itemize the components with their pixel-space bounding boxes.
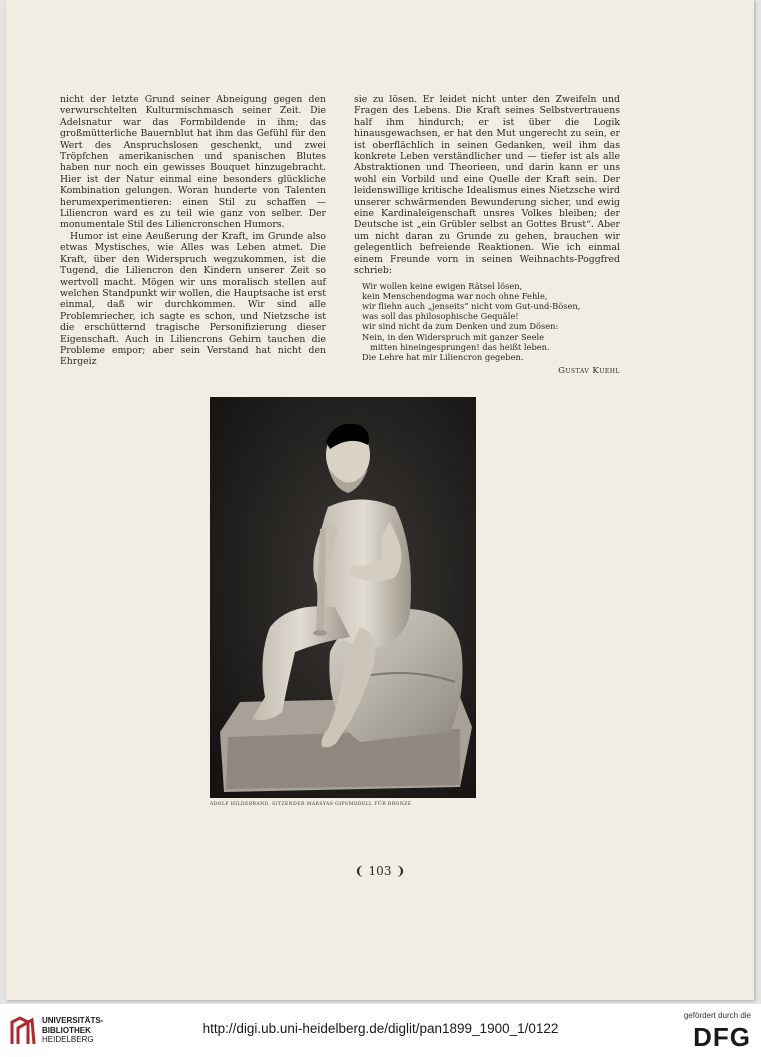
text-column-right	[354, 94, 620, 378]
poem-line: Nein, in den Widerspruch mit ganzer Seele	[362, 331, 545, 342]
paragraph: nicht der letzte Grund seiner Abneigung gegen den verwurschtelten Kulturmischmasch seiner Zeit. Die Adelsnatur war das Formbildende in ihm; das großmütterliche Bauernblut hat ihm das Gefühl für den Wert des Anspruchslosen geschenkt, und zwei Tröpfchen amerikanischen und spanischen Blutes haben nur noch ein gewisses Bouquet hinzugebracht. Hier ist der Natur einmal eine besonders glückliche Kombination gelungen. Woran hunderte von Talenten herumexperimentieren: einen Stil zu schaffen — Liliencron ward es zu teil wie ganz von selber. Der monumentale Stil des Liliencronschen Humors.	[60, 94, 326, 231]
paragraph: sie zu lösen. Er leidet nicht unter den Zweifeln und Fragen des Lebens. Die Kraft seines Selbstvertrauens half ihm hindurch; er ist über die Logik hinausgewachsen, er hat den Mut ungerecht zu sein, er ist oberflächlich in seinen Gedanken, weil ihm das konkrete Leben verständlicher und — tiefer ist als alle Abstraktionen und Theorieen, und darin kann er uns wohl ein Vorbild und eine Quelle der Kraft sein. Der leidenswillige kritische Idealismus eines Nietzsche wird unserer schwärmenden Bewunderung sicher, und ewig eine Kardinaleigenschaft unsres Volkes bleiben; der Deutsche ist „ein Grübler selbst an Gottes Brust“. Aber um nicht daran zu Grunde zu gehen, brauchen wir gelegentlich befreiende Reaktionen. Wie ich einmal einem Freunde vorn in seinen Weihnachts-Poggfred schrieb:	[354, 94, 620, 277]
poem	[362, 281, 620, 363]
paragraph: Humor ist eine Aeußerung der Kraft, im Grunde also etwas Mystisches, wie Alles was Leben atmet. Die Kraft, über den Widerspruch wegzukommen, ist die Tugend, die Liliencron den Kindern unserer Zeit so wertvoll macht. Mögen wir uns moralisch stellen auf welchen Standpunkt wir wollen, die Hauptsache ist erst einmal, daß wir durchkommen. Wir sind alle Problemriecher, ich sagte es schon, und Nietzsche ist die erschütternd tragische Personifizierung dieser Eigenschaft. Auch in Liliencrons Gehirn tauchen die Probleme empor; aber sein Verstand hat nicht den Ehrgeiz	[60, 230, 326, 368]
permalink[interactable]: http://digi.ub.uni-heidelberg.de/diglit/pan1899_1900_1/0122	[202, 1021, 559, 1036]
funding-label: gefördert durch die	[683, 1011, 751, 1020]
scanned-page	[6, 0, 754, 1000]
figure-caption: ADOLF HILDEBRAND, SITZENDER MARSYAS GIPSMODELL FÜR BRONZE	[210, 802, 412, 807]
digitization-footer	[0, 1004, 761, 1057]
poem-line: kein Menschendogma war noch ohne Fehle,	[362, 290, 548, 301]
poem-line: Die Lehre hat mir Liliencron gegeben.	[362, 351, 524, 362]
sculpture-photograph	[210, 397, 476, 798]
university-name: UNIVERSITÄTS- BIBLIOTHEK HEIDELBERG	[42, 1016, 104, 1044]
page-number-value: 103	[368, 864, 392, 878]
text-column-left	[60, 94, 326, 368]
poem-line: mitten hineingesprungen! das heißt leben.	[370, 341, 550, 352]
page-number	[6, 864, 754, 878]
author-signature: Gustav Kuehl	[558, 366, 620, 377]
poem-line: Wir wollen keine ewigen Rätsel lösen,	[362, 280, 523, 291]
dfg-logo: DFG	[693, 1022, 751, 1052]
poem-line: was soll das philosophische Gequäle!	[362, 311, 519, 322]
poem-line: wir sind nicht da zum Denken und zum Dösen:	[362, 321, 559, 332]
bracket-left-icon: ❨	[354, 864, 369, 878]
poem-line: wir fliehn auch „jenseits“ nicht vom Gut-und-Bösen,	[362, 300, 581, 311]
bracket-right-icon: ❩	[391, 864, 406, 878]
